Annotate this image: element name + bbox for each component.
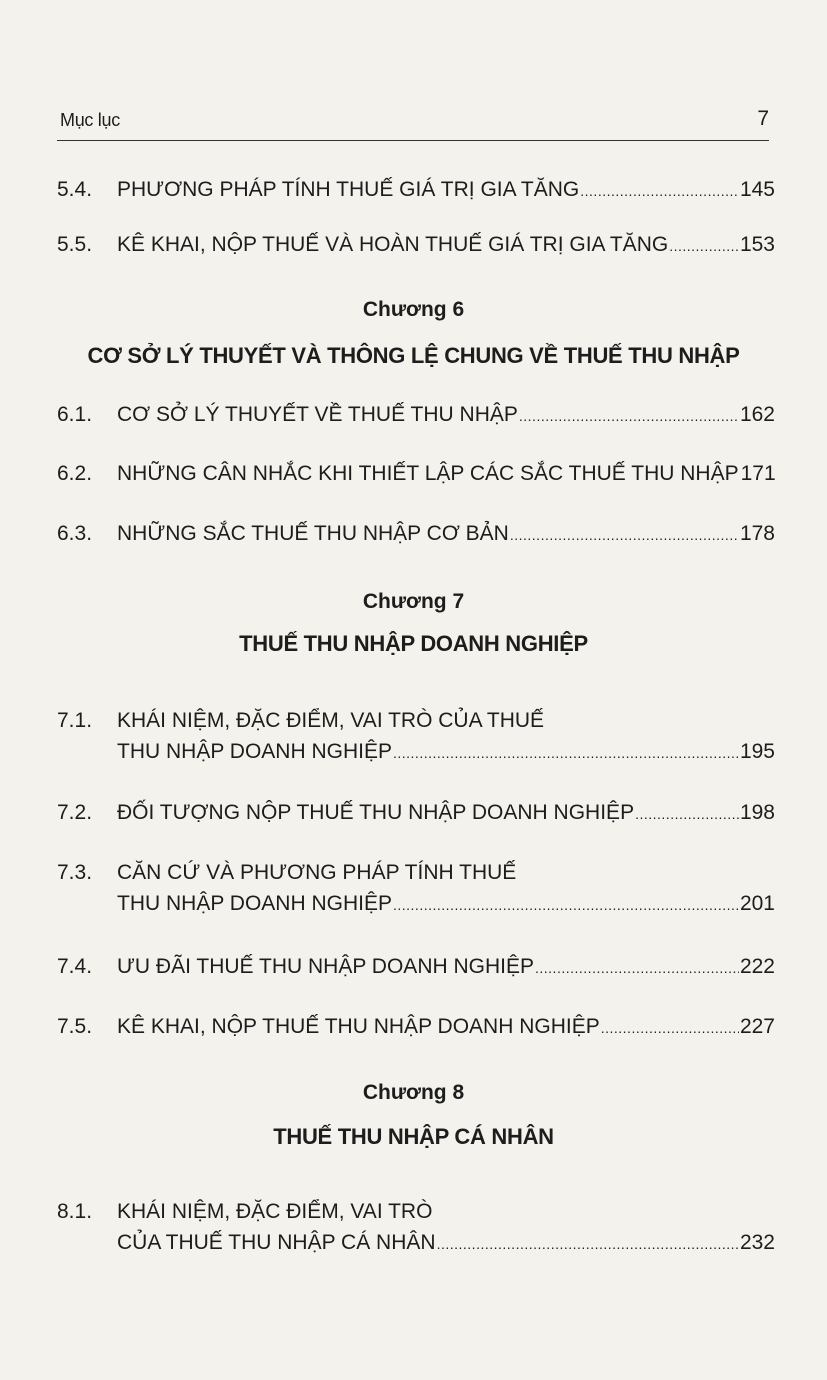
entry-page: 145 bbox=[739, 178, 775, 201]
entry-title: PHƯƠNG PHÁP TÍNH THUẾ GIÁ TRỊ GIA TĂNG bbox=[117, 178, 580, 201]
dot-leader bbox=[635, 799, 739, 830]
entry-number: 7.2. bbox=[57, 801, 93, 824]
chapter-8-label: Chương 8 bbox=[362, 1081, 465, 1104]
entry-title: NHỮNG SẮC THUẾ THU NHẬP CƠ BẢN bbox=[117, 522, 509, 545]
dot-leader bbox=[669, 231, 739, 262]
entry-number: 6.2. bbox=[57, 462, 93, 485]
chapter-6-title: CƠ SỞ LÝ THUYẾT VÀ THÔNG LỆ CHUNG VỀ THUẾ THU NHẬP bbox=[87, 343, 740, 368]
dot-leader bbox=[437, 1229, 739, 1260]
entry-page: 178 bbox=[739, 522, 775, 545]
entry-page: 227 bbox=[739, 1015, 775, 1038]
entry-number: 5.4. bbox=[57, 178, 93, 201]
entry-number: 7.3. bbox=[57, 861, 93, 884]
page-header bbox=[57, 104, 769, 141]
entry-number: 8.1. bbox=[57, 1200, 93, 1223]
entry-page: 162 bbox=[739, 403, 775, 426]
dot-leader bbox=[535, 953, 739, 984]
entry-title: KHÁI NIỆM, ĐẶC ĐIỂM, VAI TRÒ CỦA THUẾ bbox=[117, 709, 545, 732]
entry-number: 7.5. bbox=[57, 1015, 93, 1038]
chapter-6-label: Chương 6 bbox=[362, 298, 465, 321]
entry-title: CƠ SỞ LÝ THUYẾT VỀ THUẾ THU NHẬP bbox=[117, 403, 518, 426]
entry-page: 153 bbox=[739, 233, 775, 256]
entry-title: NHỮNG CÂN NHẮC KHI THIẾT LẬP CÁC SẮC THUẾ THU NHẬP bbox=[117, 462, 739, 485]
dot-leader bbox=[601, 1013, 739, 1044]
entry-title: CỦA THUẾ THU NHẬP CÁ NHÂN bbox=[117, 1231, 436, 1254]
entry-page: 222 bbox=[739, 955, 775, 978]
dot-leader bbox=[393, 890, 739, 921]
entry-title: ĐỐI TƯỢNG NỘP THUẾ THU NHẬP DOANH NGHIỆP bbox=[117, 801, 635, 824]
entry-page: 171 bbox=[740, 462, 776, 485]
entry-number: 5.5. bbox=[57, 233, 93, 256]
chapter-8-title: THUẾ THU NHẬP CÁ NHÂN bbox=[273, 1124, 554, 1149]
entry-title: THU NHẬP DOANH NGHIỆP bbox=[117, 740, 392, 763]
entry-page: 201 bbox=[739, 892, 775, 915]
running-title: Mục lục bbox=[60, 110, 120, 130]
entry-title: ƯU ĐÃI THUẾ THU NHẬP DOANH NGHIỆP bbox=[117, 955, 534, 978]
entry-number: 7.4. bbox=[57, 955, 93, 978]
entry-number: 7.1. bbox=[57, 709, 93, 732]
page-number: 7 bbox=[757, 107, 769, 130]
entry-title: KÊ KHAI, NỘP THUẾ THU NHẬP DOANH NGHIỆP bbox=[117, 1015, 600, 1038]
entry-number: 6.3. bbox=[57, 522, 93, 545]
entry-page: 195 bbox=[739, 740, 775, 763]
entry-title: THU NHẬP DOANH NGHIỆP bbox=[117, 892, 392, 915]
dot-leader bbox=[510, 520, 739, 551]
entry-title: KÊ KHAI, NỘP THUẾ VÀ HOÀN THUẾ GIÁ TRỊ GIA TĂNG bbox=[117, 233, 669, 256]
dot-leader bbox=[393, 738, 739, 769]
chapter-7-title: THUẾ THU NHẬP DOANH NGHIỆP bbox=[239, 631, 588, 656]
dot-leader bbox=[519, 401, 739, 432]
entry-number: 6.1. bbox=[57, 403, 93, 426]
entry-title: KHÁI NIỆM, ĐẶC ĐIỂM, VAI TRÒ bbox=[117, 1200, 433, 1223]
chapter-7-label: Chương 7 bbox=[362, 590, 465, 613]
entry-title: CĂN CỨ VÀ PHƯƠNG PHÁP TÍNH THUẾ bbox=[117, 861, 517, 884]
entry-page: 198 bbox=[739, 801, 775, 824]
dot-leader bbox=[580, 176, 739, 207]
entry-page: 232 bbox=[739, 1231, 775, 1254]
